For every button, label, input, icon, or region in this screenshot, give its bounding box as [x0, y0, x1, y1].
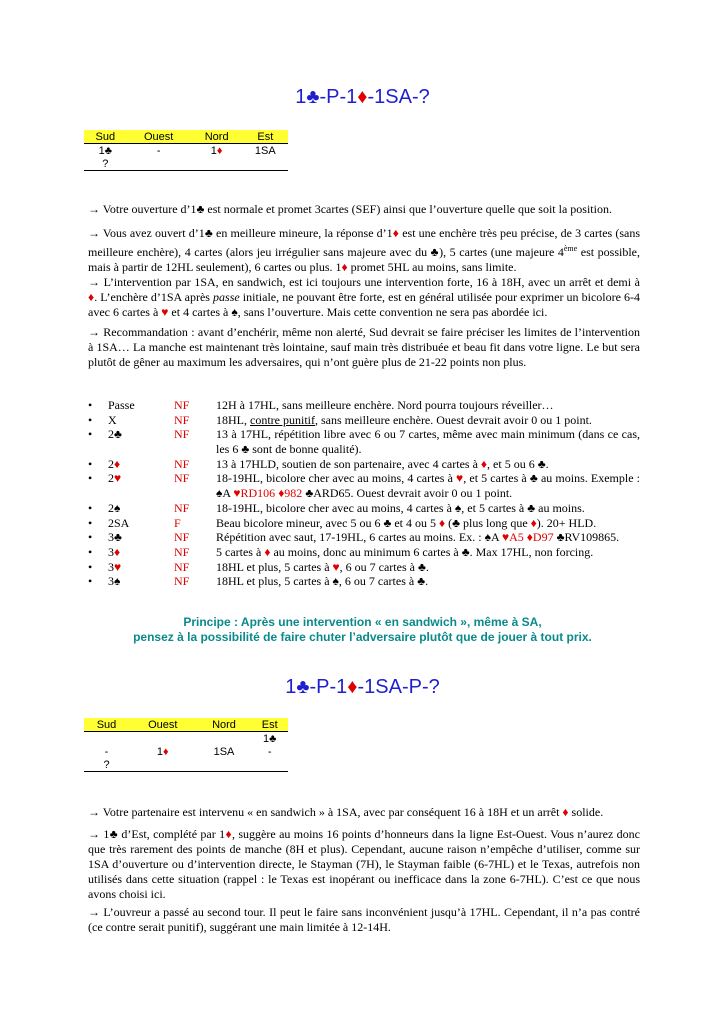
arrow-icon: →: [88, 226, 100, 240]
cell: -: [104, 745, 109, 758]
list-item: • 3♦ NF 5 cartes à ♦ au moins, donc au minimum 6 cartes à ♣. Max 17HL, non forcing.: [88, 544, 594, 559]
bidding-table-2: [84, 718, 288, 772]
cell: [197, 732, 252, 746]
cell: -: [267, 745, 272, 758]
header-sud: Sud: [84, 130, 127, 144]
header-est: Est: [251, 718, 288, 732]
paragraph-2: → Vous avez ouvert d’1♣ en meilleure mineure, la réponse d’1♦ est une enchère très peu précise, de 3 cartes (sans meilleure enchère), 4 cartes (alors jeu irrégulier sans majeure avec du ♣), 5 cartes (une majeure 4ème est possible, mais à partir de 12HL seulement), 6 cartes ou plus. 1♦ promet 5HL au moins, sans limite.: [88, 226, 640, 274]
cell: -: [127, 144, 191, 158]
table-row: [84, 157, 288, 171]
list-item: • 2♥ NF 18-19HL, bicolore cher avec au moins, 4 cartes à ♥, et 5 cartes à ♣ au moins. Exemple : ♠A ♥RD106 ♦982 ♣ARD65. Ouest devrait avoir 0 ou 1 point.: [88, 471, 640, 501]
section-title-2: 1♣-P-1♦-1SA-P-?: [285, 676, 440, 698]
header-nord: Nord: [197, 718, 252, 732]
list-item: • 2SA F Beau bicolore mineur, avec 5 ou 6 ♣ et 4 ou 5 ♦ (♣ plus long que ♦). 20+ HLD.: [88, 515, 597, 530]
cell: 1SA: [213, 745, 235, 758]
paragraph-6: → 1♣ d’Est, complété par 1♦, suggère au moins 16 points d’honneurs dans la ligne Est-Ouest. Vous n’aurez donc que très rarement des points de manche (8H et plus). Cependant, aucune raison n’empêche d’utiliser, comme sur 1SA d’ouverture ou d’intervention directe, le Stayman (7H), le Stayman faible (6-7HL) et le Texas, autrefois non utilisés dans cette situation (rappel : le Texas est inopérant ou inefficace dans la zone 6-7HL). C’est ce que nous avons choisi ici.: [88, 827, 641, 901]
principle-line-2: pensez à la possibilité de faire chuter l’adversaire plutôt que de jouer à tout prix.: [133, 630, 592, 644]
header-nord: Nord: [191, 130, 243, 144]
list-item: • 2♠ NF 18-19HL, bicolore cher avec au moins, 4 cartes à ♠, et 5 cartes à ♣ au moins.: [88, 500, 585, 515]
cell: [243, 157, 288, 171]
cell: [129, 732, 197, 746]
paragraph-5: → Votre partenaire est intervenu « en sandwich » à 1SA, avec par conséquent 16 à 18H et un arrêt ♦ solide.: [88, 805, 604, 819]
list-item: • 2♦ NF 13 à 17HLD, soutien de son partenaire, avec 4 cartes à ♦, et 5 ou 6 ♣.: [88, 456, 549, 471]
cell: ?: [84, 157, 127, 171]
arrow-icon: →: [88, 905, 100, 919]
table-row: [84, 758, 288, 772]
bidding-table-1: [84, 130, 288, 171]
list-item: • X NF 18HL, contre punitif, sans meilleure enchère. Ouest devrait avoir 0 ou 1 point.: [88, 412, 592, 427]
table-row: [84, 732, 288, 746]
header-ouest: Ouest: [129, 718, 197, 732]
list-item: • 3♠ NF 18HL et plus, 5 cartes à ♠, 6 ou 7 cartes à ♣.: [88, 574, 429, 589]
cell: [191, 157, 243, 171]
bid-list: [88, 398, 648, 589]
cell: 1♦: [191, 144, 243, 158]
principle-note: [0, 615, 725, 645]
cell: ?: [84, 758, 129, 772]
diamond-icon: ♦: [357, 86, 368, 108]
arrow-icon: →: [88, 275, 100, 289]
cell: [197, 758, 252, 772]
table-row: [84, 144, 288, 158]
header-ouest: Ouest: [127, 130, 191, 144]
list-item: • 3♥ NF 18HL et plus, 5 cartes à ♥, 6 ou 7 cartes à ♣.: [88, 559, 429, 574]
arrow-icon: →: [88, 805, 100, 819]
paragraph-3: → L’intervention par 1SA, en sandwich, est ici toujours une intervention forte, 16 à 18H, avec un arrêt et demi à ♦. L’enchère d’1SA après passe initiale, ne pouvant être forte, est en général utilisée pour exprimer un bicolore 6-4 avec 6 cartes à ♥ et 4 cartes à ♠, sans l’ouverture. Mais cette convention ne sera pas abordée ici.: [88, 275, 640, 319]
header-sud: Sud: [84, 718, 129, 732]
cell: 1♣: [84, 144, 127, 158]
arrow-icon: →: [88, 325, 100, 339]
cell: [84, 732, 129, 746]
paragraph-7: → L’ouvreur a passé au second tour. Il peut le faire sans inconvénient jusqu’à 17HL. Cependant, il n’a pas contré (ce contre serait punitif), suggérant une main limitée à 12-14H.: [88, 905, 640, 934]
list-item: • 3♣ NF Répétition avec saut, 17-19HL, 6 cartes au moins. Ex. : ♠A ♥A5 ♦D97 ♣RV109865.: [88, 530, 620, 545]
cell: [251, 758, 288, 772]
paragraph-4: → Recommandation : avant d’enchérir, même non alerté, Sud devrait se faire préciser les limites de l’intervention à 1SA… La manche est maintenant très lointaine, sauf main très distribuée et beau fit dans votre ligne. Le but sera plutôt de gêner au maximum les adversaires, qui n’ont guère plus de 21-22 points non plus.: [88, 325, 640, 369]
cell: 1SA: [243, 144, 288, 158]
list-item: • Passe NF 12H à 17HL, sans meilleure enchère. Nord pourra toujours réveiller…: [88, 398, 554, 412]
section-title-1: 1♣-P-1♦-1SA-?: [295, 86, 430, 108]
arrow-icon: →: [88, 202, 100, 216]
header-est: Est: [243, 130, 288, 144]
diamond-icon: ♦: [347, 676, 358, 698]
cell: [129, 758, 197, 772]
cell: 1♦: [156, 745, 169, 758]
principle-line-1: Principe : Après une intervention « en sandwich », même à SA,: [183, 615, 542, 629]
cell: 1♣: [251, 732, 288, 746]
paragraph-1: → Votre ouverture d’1♣ est normale et promet 3cartes (SEF) ainsi que l’ouverture quelle que soit la position.: [88, 202, 612, 216]
cell: [127, 157, 191, 171]
list-item: • 2♣ NF 13 à 17HL, répétition libre avec 6 ou 7 cartes, même avec main minimum (dans ce cas, les 6 ♣ sont de bonne qualité).: [88, 427, 640, 457]
arrow-icon: →: [88, 827, 100, 841]
table-row: [84, 745, 288, 758]
